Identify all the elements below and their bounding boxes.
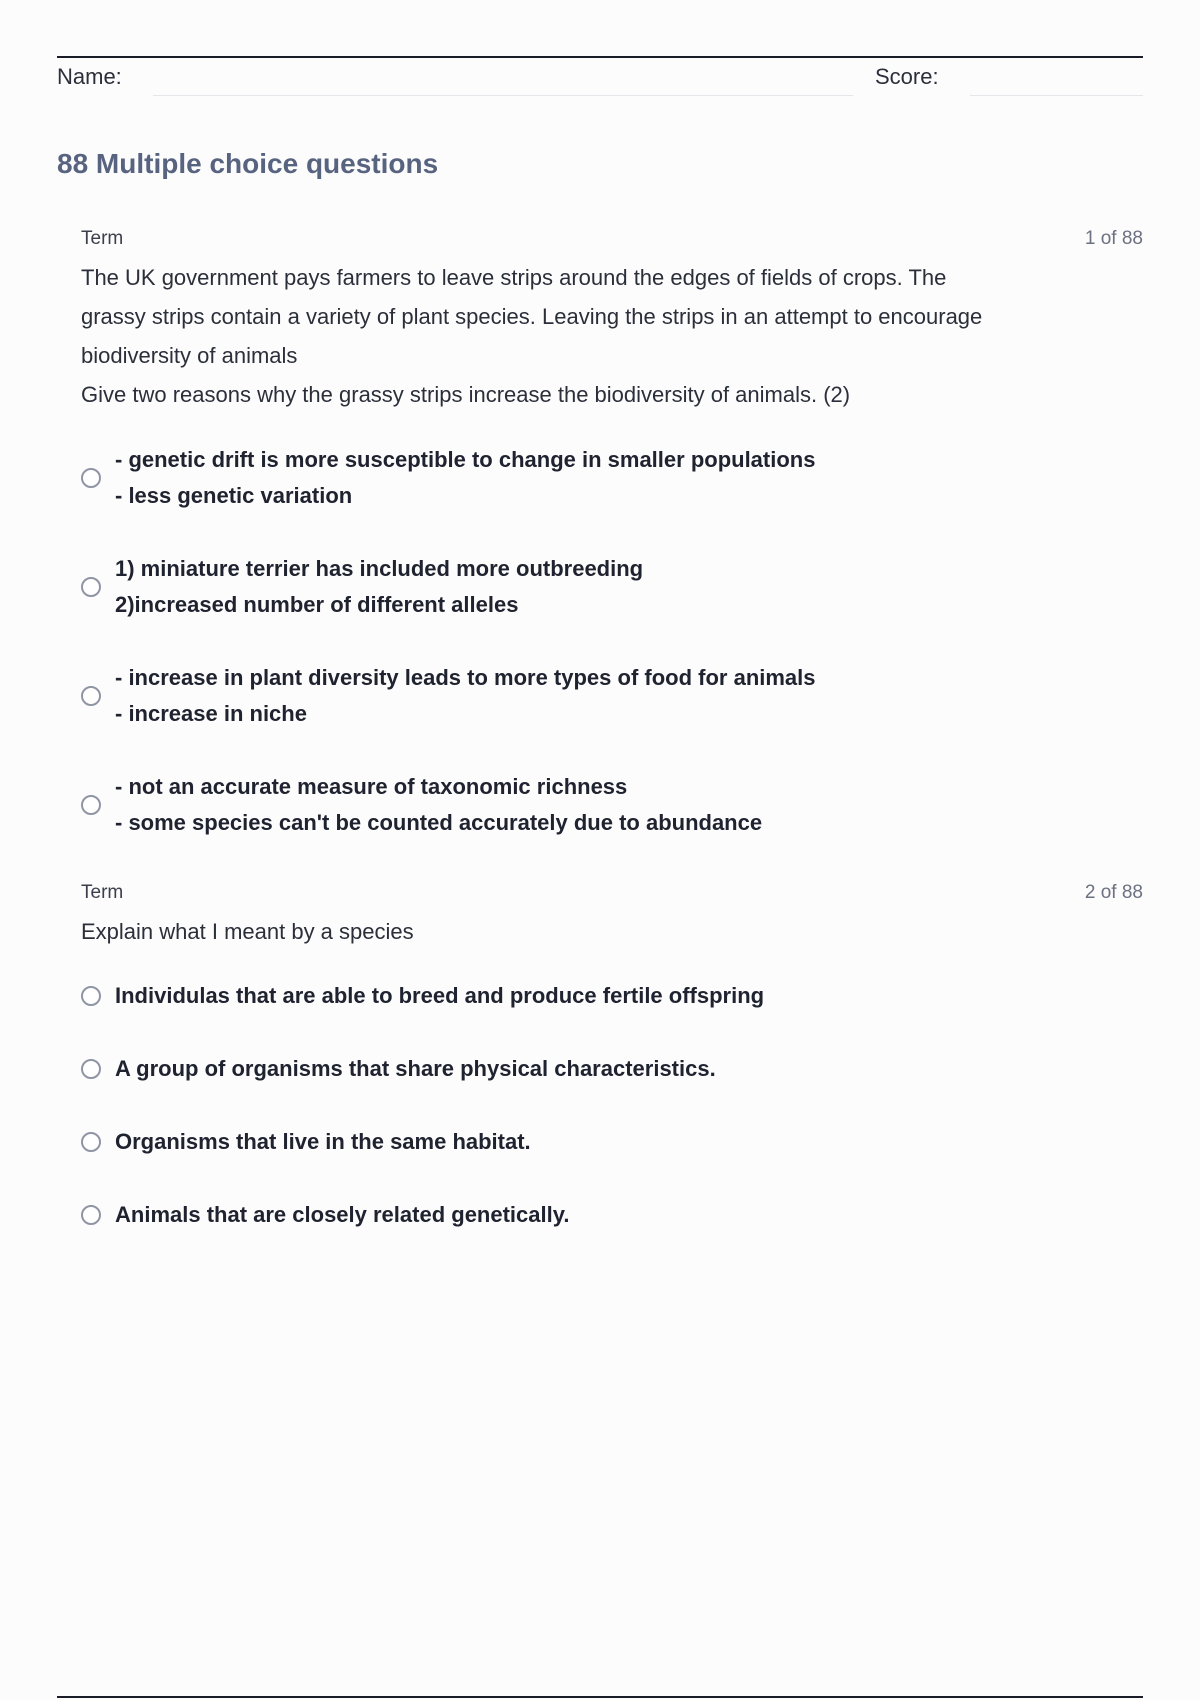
option-text-block bbox=[115, 442, 815, 514]
name-label: Name: bbox=[57, 64, 122, 89]
option-text: Organisms that live in the same habitat. bbox=[115, 1129, 531, 1154]
radio-button[interactable] bbox=[81, 1205, 101, 1225]
option-text-block bbox=[115, 660, 816, 732]
prompt-line: Give two reasons why the grassy strips increase the biodiversity of animals. (2) bbox=[81, 382, 851, 407]
prompt-line: biodiversity of animals bbox=[81, 343, 298, 368]
question-counter: 1 of 88 bbox=[1084, 228, 1143, 249]
radio-button[interactable] bbox=[81, 577, 101, 597]
radio-button[interactable] bbox=[81, 1132, 101, 1152]
page-title: 88 Multiple choice questions bbox=[57, 148, 439, 179]
answer-option[interactable] bbox=[81, 442, 815, 514]
prompt-line: The UK government pays farmers to leave strips around the edges of fields of crops. The bbox=[81, 265, 947, 290]
option-line: - not an accurate measure of taxonomic richness bbox=[115, 774, 628, 799]
radio-button[interactable] bbox=[81, 686, 101, 706]
answer-option[interactable] bbox=[81, 1051, 716, 1087]
option-text: Animals that are closely related genetically. bbox=[115, 1202, 570, 1227]
option-text-block bbox=[115, 551, 643, 623]
prompt-line: grassy strips contain a variety of plant species. Leaving the strips in an attempt to encourage bbox=[81, 304, 983, 329]
question-card-2 bbox=[81, 882, 1143, 951]
option-line: - increase in plant diversity leads to more types of food for animals bbox=[115, 665, 816, 690]
header-row bbox=[57, 64, 1143, 100]
answer-option[interactable] bbox=[81, 551, 643, 623]
answer-option[interactable] bbox=[81, 1124, 531, 1160]
score-label: Score: bbox=[875, 64, 939, 89]
question-card-1 bbox=[81, 228, 1143, 414]
radio-button[interactable] bbox=[81, 986, 101, 1006]
question-header bbox=[81, 228, 1143, 256]
name-input-line[interactable] bbox=[153, 95, 853, 96]
option-line: 1) miniature terrier has included more outbreeding bbox=[115, 556, 644, 581]
option-line: - genetic drift is more susceptible to change in smaller populations bbox=[115, 447, 816, 472]
top-rule bbox=[57, 56, 1143, 58]
radio-button[interactable] bbox=[81, 468, 101, 488]
question-counter: 2 of 88 bbox=[1084, 882, 1143, 903]
option-line: - less genetic variation bbox=[115, 483, 353, 508]
term-label: Term bbox=[81, 882, 124, 903]
question-prompt bbox=[81, 258, 1143, 414]
radio-button[interactable] bbox=[81, 795, 101, 815]
question-header bbox=[81, 882, 1143, 910]
answer-option[interactable] bbox=[81, 769, 762, 841]
answer-option[interactable] bbox=[81, 978, 764, 1014]
score-input-line[interactable] bbox=[970, 95, 1143, 96]
option-line: - some species can't be counted accurately due to abundance bbox=[115, 810, 763, 835]
option-line: - increase in niche bbox=[115, 701, 307, 726]
question-prompt: Explain what I meant by a species bbox=[81, 919, 414, 944]
term-label: Term bbox=[81, 228, 124, 249]
radio-button[interactable] bbox=[81, 1059, 101, 1079]
option-line: 2)increased number of different alleles bbox=[115, 592, 519, 617]
answer-option[interactable] bbox=[81, 660, 816, 732]
option-text: Individulas that are able to breed and produce fertile offspring bbox=[115, 983, 765, 1008]
option-text-block bbox=[115, 769, 762, 841]
bottom-rule bbox=[57, 1696, 1143, 1698]
answer-option[interactable] bbox=[81, 1197, 569, 1233]
option-text: A group of organisms that share physical characteristics. bbox=[115, 1056, 716, 1081]
